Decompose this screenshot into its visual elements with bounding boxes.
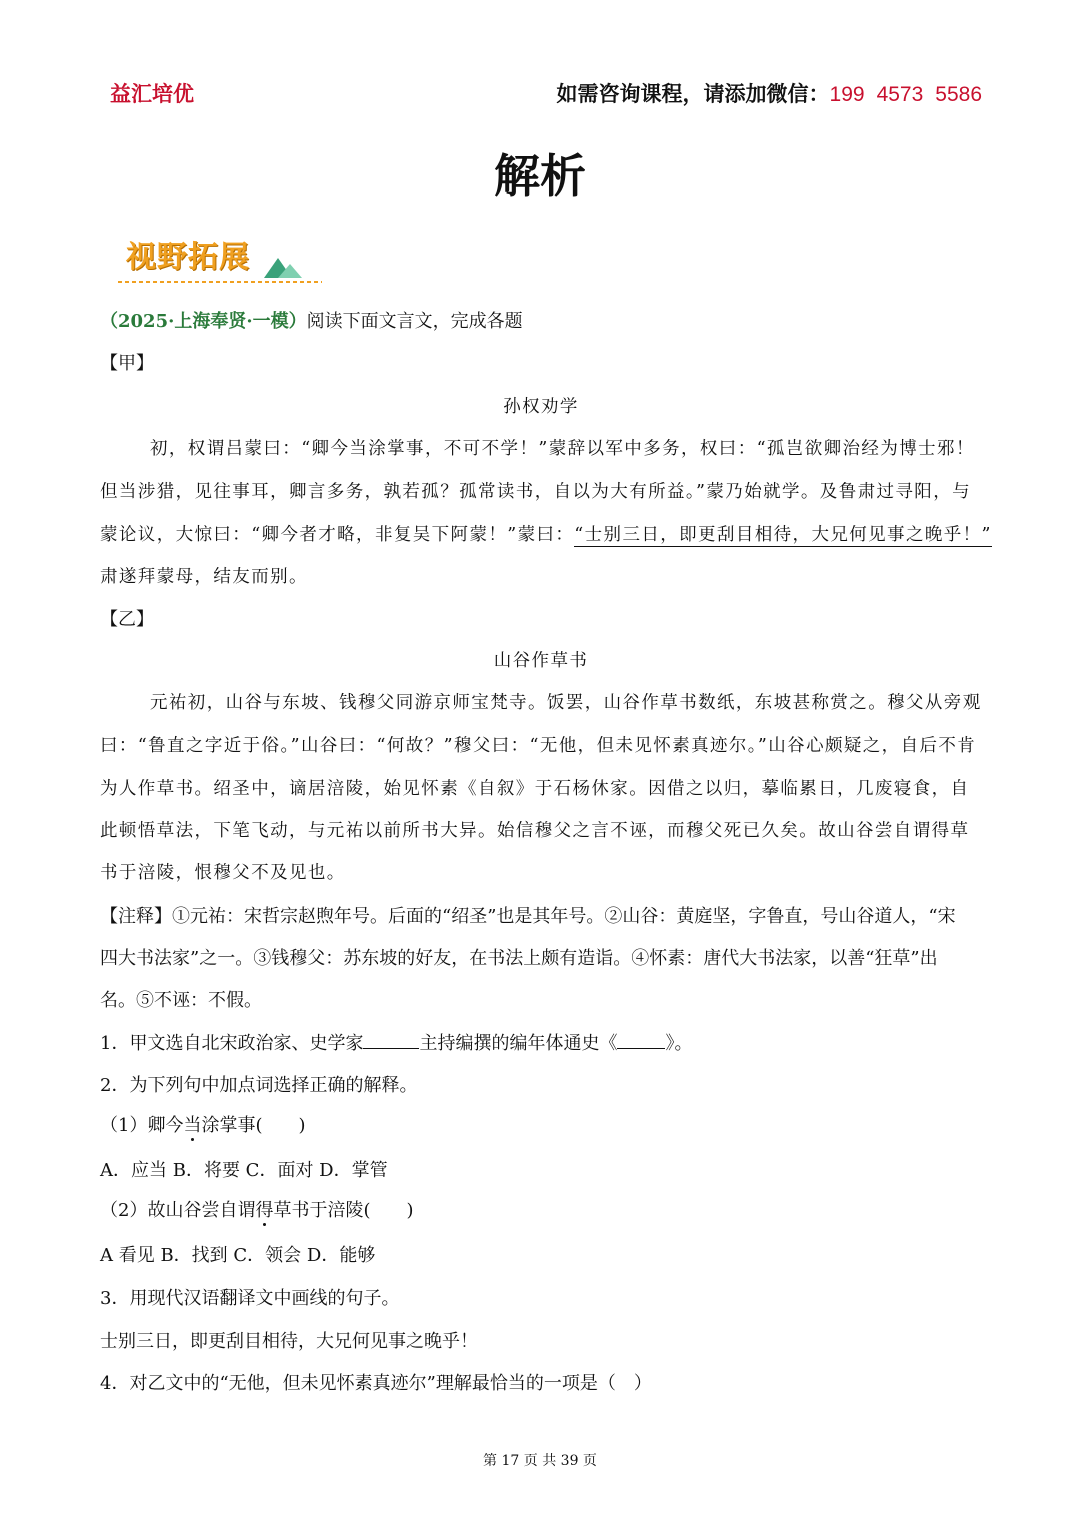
q2-text: 草书于涪陵( ): [273, 1200, 414, 1221]
question-header: [100, 310, 982, 333]
passage-a-title: 孙权劝学: [503, 397, 579, 417]
q1-text: 1．甲文选自北宋政治家、史学家: [100, 1033, 364, 1054]
passage-b-line: 此顿悟草法，下笔飞动，与元祐以前所书大异。始信穆父之言不诬，而穆父死已久矣。故山谷尝自谓得草: [100, 821, 970, 841]
passage-a-line: 初，权谓吕蒙曰：“卿今当涂掌事，不可不学！”蒙辞以军中多务，权曰：“孤岂欲卿治经为博士邪！: [150, 439, 975, 459]
question-2-options-2: A 看见 B．找到 C．领会 D．能够: [100, 1245, 376, 1266]
question-2-item-1: [100, 1114, 982, 1137]
phone-part: 199: [829, 83, 865, 106]
phone-part: 4573: [876, 83, 924, 106]
q2-text: 涂掌事( ): [201, 1115, 306, 1136]
underlined-sentence: “士别三日，即更刮目相待，大兄何见事之晚乎！”: [574, 525, 992, 545]
page-number: 第 17 页 共 39 页: [483, 1453, 597, 1469]
passage-a-mark: 【甲】: [100, 353, 154, 374]
notes-line: 四大书法家”之一。③钱穆父：苏东坡的好友，在书法上颇有造诣。④怀素：唐代大书法家，以善“狂草”出: [100, 948, 938, 969]
phone-part: 5586: [935, 83, 982, 106]
passage-b-line: 为人作草书。绍圣中，谪居涪陵，始见怀素《自叙》于石杨休家。因借之以归，摹临累日，几废寝食，自: [100, 779, 970, 799]
question-4: 4．对乙文中的“无他，但未见怀素真迹尔”理解最恰当的一项是（ ）: [100, 1373, 652, 1394]
passage-b-mark: 【乙】: [100, 609, 154, 630]
dotted-word: 当: [183, 1115, 202, 1136]
q2-text: （2）故山谷尝自谓: [100, 1200, 256, 1221]
brand-name: 益汇培优: [110, 82, 194, 106]
page-title: 解析: [494, 149, 586, 203]
dotted-word: 得: [255, 1200, 274, 1221]
passage-b-line: 书于涪陵，恨穆父不及见也。: [100, 863, 346, 883]
question-1: [100, 1032, 982, 1055]
contact-label: 如需咨询课程，请添加微信：: [556, 82, 830, 106]
question-2-item-2: [100, 1199, 982, 1222]
q1-text: 主持编撰的编年体通史《: [419, 1033, 618, 1054]
answer-blank[interactable]: [363, 1032, 419, 1049]
passage-b-title: 山谷作草书: [493, 651, 589, 671]
question-3: 3．用现代汉语翻译文中画线的句子。: [100, 1288, 400, 1309]
question-2: 2．为下列句中加点词选择正确的解释。: [100, 1075, 418, 1096]
question-instruction: 阅读下面文言文，完成各题: [306, 311, 523, 332]
passage-a-line: [100, 524, 992, 547]
q1-text: 》。: [665, 1033, 693, 1054]
passage-b-line: 元祐初，山谷与东坡、钱穆父同游京师宝梵寺。饭罢，山谷作草书数纸，东坡甚称赏之。穆父从旁观: [150, 693, 982, 713]
notes-line: 【注释】①元祐：宋哲宗赵煦年号。后面的“绍圣”也是其年号。②山谷：黄庭坚，字鲁直，号山谷道人，“宋: [100, 906, 956, 927]
passage-a-line: 肃遂拜蒙母，结友而别。: [100, 567, 308, 587]
passage-a-text: 蒙论议，大惊曰：“卿今者才略，非复吴下阿蒙！”蒙曰：: [100, 525, 575, 545]
contact-line: [557, 78, 982, 108]
q2-text: （1）卿今: [100, 1115, 184, 1136]
phone-number: [830, 83, 982, 106]
passage-b-line: 曰：“鲁直之字近于俗。”山谷曰：“何故？”穆父曰：“无他，但未见怀素真迹尔。”山谷心颇疑之，自后不肯: [100, 736, 977, 756]
notes-line: 名。⑤不诬：不假。: [100, 990, 262, 1011]
question-3-sentence: 士别三日，即更刮目相待，大兄何见事之晚乎！: [100, 1331, 478, 1352]
answer-blank[interactable]: [617, 1032, 665, 1049]
badge-label: 视野拓展: [126, 240, 250, 275]
question-source: （2025·上海奉贤·一模）: [100, 311, 307, 332]
question-2-options-1: A．应当 B．将要 C．面对 D．掌管: [100, 1160, 388, 1181]
passage-a-line: 但当涉猎，见往事耳，卿言多务，孰若孤？孤常读书，自以为大有所益。”蒙乃始就学。及鲁肃过寻阳，与: [100, 482, 971, 502]
